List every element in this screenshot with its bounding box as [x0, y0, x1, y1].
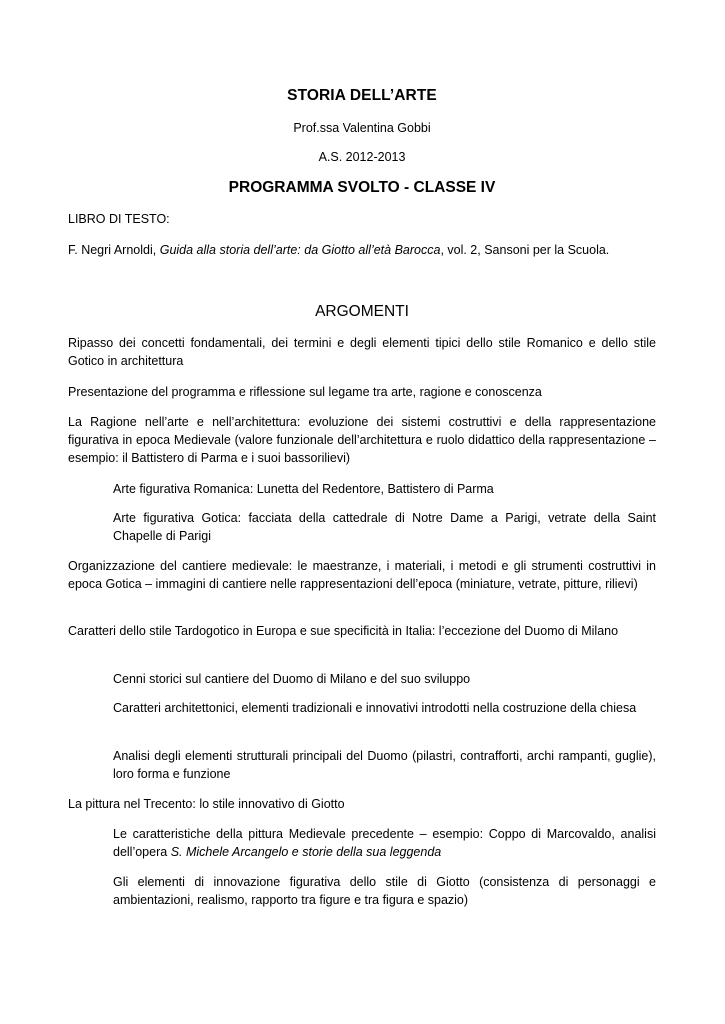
textbook-reference — [68, 243, 668, 257]
subtopic-item: Caratteri architettonici, elementi tradizionali e innovativi introdotti nella costruzione della chiesa — [113, 701, 637, 715]
artwork-title: S. Michele Arcangelo e storie della sua leggenda — [170, 845, 442, 859]
subtopic-item — [113, 825, 656, 861]
topic-item: Caratteri dello stile Tardogotico in Europa e sue specificità in Italia: l’eccezione del Duomo di Milano — [68, 624, 619, 638]
program-title: PROGRAMMA SVOLTO - CLASSE IV — [228, 179, 496, 196]
topic-item: La Ragione nell’arte e nell’architettura: evoluzione dei sistemi costruttivi e della rappresentazione figurativa in epoca Medievale (valore funzionale dell’architettura e ruolo didattico della rappresentazione – esempio: il Battistero di Parma e i suoi bassorilievi) — [68, 415, 656, 465]
topic-item: Presentazione del programma e riflessione sul legame tra arte, ragione e conoscenza — [68, 385, 542, 399]
textbook-author: F. Negri Arnoldi, — [68, 243, 160, 257]
topic-item: Ripasso dei concetti fondamentali, dei termini e degli elementi tipici dello stile Romanico e dello stile Gotico in architettura — [68, 336, 656, 368]
subtopic-item: Cenni storici sul cantiere del Duomo di Milano e del suo sviluppo — [113, 672, 471, 686]
textbook-details: , vol. 2, Sansoni per la Scuola. — [440, 243, 610, 257]
subtopic-text: Le caratteristiche della pittura Medievale precedente – esempio: Coppo di Marcovaldo, analisi dell’opera — [113, 827, 656, 859]
school-year: A.S. 2012-2013 — [318, 150, 406, 164]
subtopic-item: Analisi degli elementi strutturali principali del Duomo (pilastri, contrafforti, archi rampanti, guglie), loro forma e funzione — [113, 749, 656, 781]
topic-item: Organizzazione del cantiere medievale: le maestranze, i materiali, i metodi e gli strumenti costruttivi in epoca Gotica – immagini di cantiere nelle rappresentazioni dell’epoca (miniature, vetrate, pitture, rilievi) — [68, 559, 656, 591]
subtopic-item: Gli elementi di innovazione figurativa dello stile di Giotto (consistenza di personaggi e ambientazioni, realismo, rapporto tra figure e tra figura e spazio) — [113, 875, 656, 907]
subtopic-item: Arte figurativa Gotica: facciata della cattedrale di Notre Dame a Parigi, vetrate della Saint Chapelle di Parigi — [113, 511, 656, 543]
textbook-title: Guida alla storia dell’arte: da Giotto all’età Barocca — [159, 243, 441, 257]
textbook-label: LIBRO DI TESTO: — [68, 212, 170, 226]
section-title: ARGOMENTI — [315, 303, 409, 320]
professor-name: Prof.ssa Valentina Gobbi — [293, 121, 431, 135]
topic-item: La pittura nel Trecento: lo stile innovativo di Giotto — [68, 797, 345, 811]
subtopic-item: Arte figurativa Romanica: Lunetta del Redentore, Battistero di Parma — [113, 482, 494, 496]
document-title: STORIA DELL’ARTE — [287, 87, 437, 104]
